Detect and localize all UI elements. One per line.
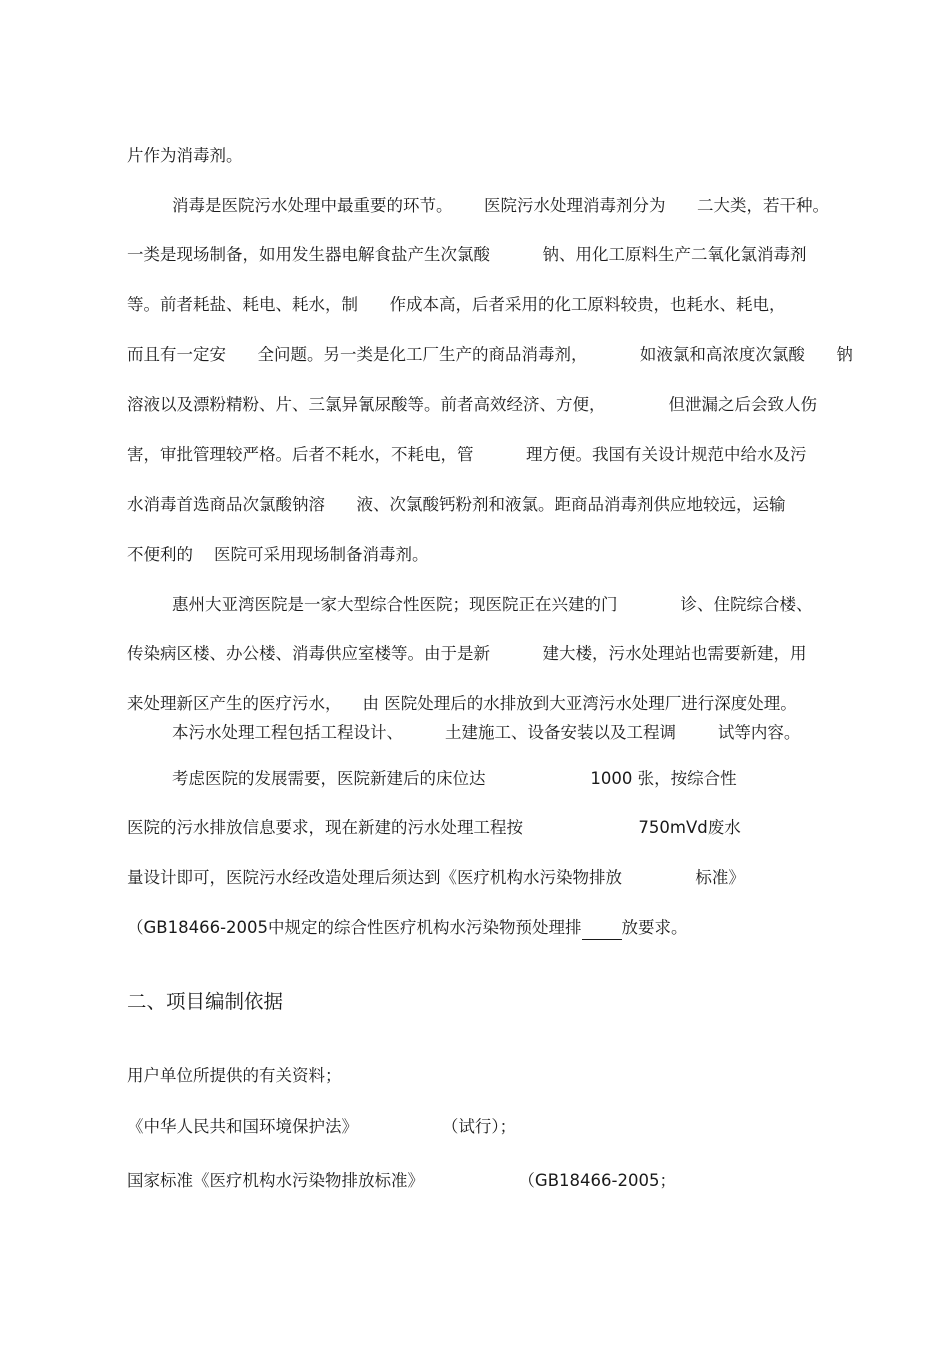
body-line: 来处理新区产生的医疗污水， 由 医院处理后的水排放到大亚湾污水处理厂进行深度处理。 [127, 694, 797, 713]
body-line: 医院的污水排放信息要求，现在新建的污水处理工程按 750mVd废水 [127, 818, 741, 837]
basis-item: 《中华人民共和国环境保护法》 （试行）； [127, 1117, 517, 1136]
body-line: 考虑医院的发展需要，医院新建后的床位达 1000 张，按综合性 [172, 769, 737, 788]
body-line: 本污水处理工程包括工程设计、 土建施工、设备安装以及工程调 试等内容。 [172, 723, 801, 742]
section-heading: 二、项目编制依据 [127, 990, 284, 1013]
body-line: 传染病区楼、办公楼、消毒供应室楼等。由于是新 建大楼，污水处理站也需要新建，用 [127, 644, 807, 663]
blank-underline [582, 917, 622, 940]
body-line: 溶液以及漂粉精粉、片、三氯异氰尿酸等。前者高效经济、方便， 但泄漏之后会致人伤 [127, 395, 817, 414]
body-line: 消毒是医院污水处理中最重要的环节。 医院污水处理消毒剂分为 二大类，若干种。 [172, 196, 829, 215]
body-line: 量设计即可，医院污水经改造处理后须达到《医疗机构水污染物排放 标准》 [127, 868, 745, 887]
body-line: 惠州大亚湾医院是一家大型综合性医院；现医院正在兴建的门 诊、住院综合楼、 [172, 595, 813, 614]
body-line: 一类是现场制备，如用发生器电解食盐产生次氯酸 钠、用化工原料生产二氧化氯消毒剂 [127, 245, 807, 264]
body-line: 而且有一定安 全问题。另一类是化工厂生产的商品消毒剂， 如液氯和高浓度次氯酸 钠 [127, 345, 853, 364]
body-line-text: （GB18466-2005中规定的综合性医疗机构水污染物预处理排 [127, 918, 582, 937]
body-line: 等。前者耗盐、耗电、耗水，制 作成本高，后者采用的化工原料较贵，也耗水、耗电， [127, 295, 786, 314]
basis-item: 国家标准《医疗机构水污染物排放标准》 （GB18466-2005； [127, 1171, 676, 1190]
body-line: 水消毒首选商品次氯酸钠溶 液、次氯酸钙粉剂和液氯。距商品消毒剂供应地较远，运输 [127, 495, 786, 514]
body-line: 不便利的 医院可采用现场制备消毒剂。 [127, 545, 429, 564]
body-line: 害，审批管理较严格。后者不耗水，不耗电，管 理方便。我国有关设计规范中给水及污 [127, 445, 807, 464]
body-line-tail: 放要求。 [621, 918, 688, 937]
body-line [127, 917, 688, 940]
basis-item: 用户单位所提供的有关资料； [127, 1066, 342, 1085]
body-line: 片作为消毒剂。 [127, 146, 243, 165]
